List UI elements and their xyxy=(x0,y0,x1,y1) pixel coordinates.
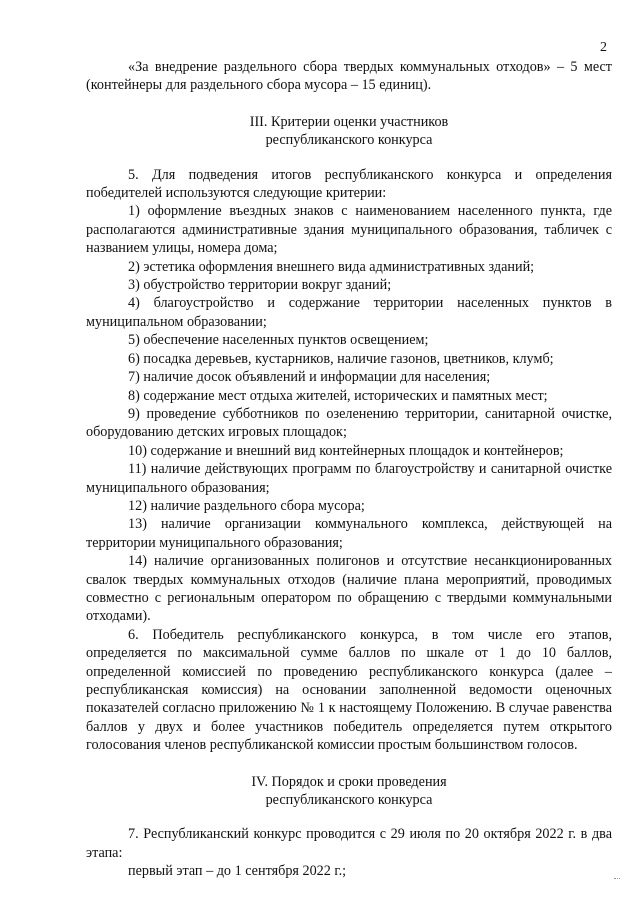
paragraph-6: 6. Победитель республиканского конкурса, в том числе его этапов, определяется по максимальной сумме баллов по шкале от 1 до 10 баллов, определенной комиссией по проведению республиканского конкурса (далее – республиканская комиссия) на основании заполненной ведомости оценочных показателей согласно приложению № 1 к настоящему Положению. В случае равенства баллов у двух и более участников победитель определяется путем открытого голосования членов республиканской комиссии простым большинством голосов. xyxy=(86,626,612,754)
paragraph-5: 5. Для подведения итогов республиканского конкурса и определения победителей используются следующие критерии: xyxy=(86,166,612,202)
criterion-11: 11) наличие действующих программ по благоустройству и санитарной очистке муниципального образования; xyxy=(86,461,612,496)
criterion-6: 6) посадка деревьев, кустарников, наличие газонов, цветников, клумб; xyxy=(128,350,554,367)
paragraph-7-stage-1: первый этап – до 1 сентября 2022 г.; xyxy=(128,863,347,880)
criterion-8: 8) содержание мест отдыха жителей, исторических и памятных мест; xyxy=(128,387,548,404)
criterion-3: 3) обустройство территории вокруг зданий; xyxy=(128,277,392,294)
page-number: 2 xyxy=(600,40,607,55)
criterion-5: 5) обеспечение населенных пунктов освещением; xyxy=(128,332,429,349)
criterion-2: 2) эстетика оформления внешнего вида административных зданий; xyxy=(128,258,535,275)
criterion-9: 9) проведение субботников по озеленению территории, санитарной очистке, оборудованию детских игровых площадок; xyxy=(86,405,612,441)
section-3-title-line1: III. Критерии оценки участников xyxy=(249,113,449,130)
scan-mark xyxy=(614,878,620,883)
section-3-title-line2: республиканского конкурса xyxy=(265,132,433,149)
criterion-7: 7) наличие досок объявлений и информации для населения; xyxy=(128,369,491,386)
paragraph-nomination: «За внедрение раздельного сбора твердых коммунальных отходов» – 5 мест (контейнеры для раздельного сбора мусора – 15 единиц). xyxy=(86,59,612,94)
criterion-14: 14) наличие организованных полигонов и отсутствие несанкционированных свалок твердых коммунальных отходов (наличие плана мероприятий, проводимых совместно с региональным оператором по обращению с твердыми коммунальными отходами). xyxy=(86,553,612,625)
document-body xyxy=(86,58,612,881)
criterion-12: 12) наличие раздельного сбора мусора; xyxy=(128,497,365,514)
criterion-4: 4) благоустройство и содержание территории населенных пунктов в муниципальном образовании; xyxy=(86,295,612,330)
paragraph-7: 7. Республиканский конкурс проводится с 29 июля по 20 октября 2022 г. в два этапа: xyxy=(86,826,612,861)
criterion-10: 10) содержание и внешний вид контейнерных площадок и контейнеров; xyxy=(128,442,564,459)
criterion-13: 13) наличие организации коммунального комплекса, действующей на территории муниципального образования; xyxy=(86,516,612,551)
section-4-title-line1: IV. Порядок и сроки проведения xyxy=(251,773,447,790)
section-4-title-line2: республиканского конкурса xyxy=(265,792,433,809)
criterion-1: 1) оформление въездных знаков с наименованием населенного пункта, где располагаются административные здания муниципального образования, табличек с названием улицы, номера дома; xyxy=(86,203,612,257)
